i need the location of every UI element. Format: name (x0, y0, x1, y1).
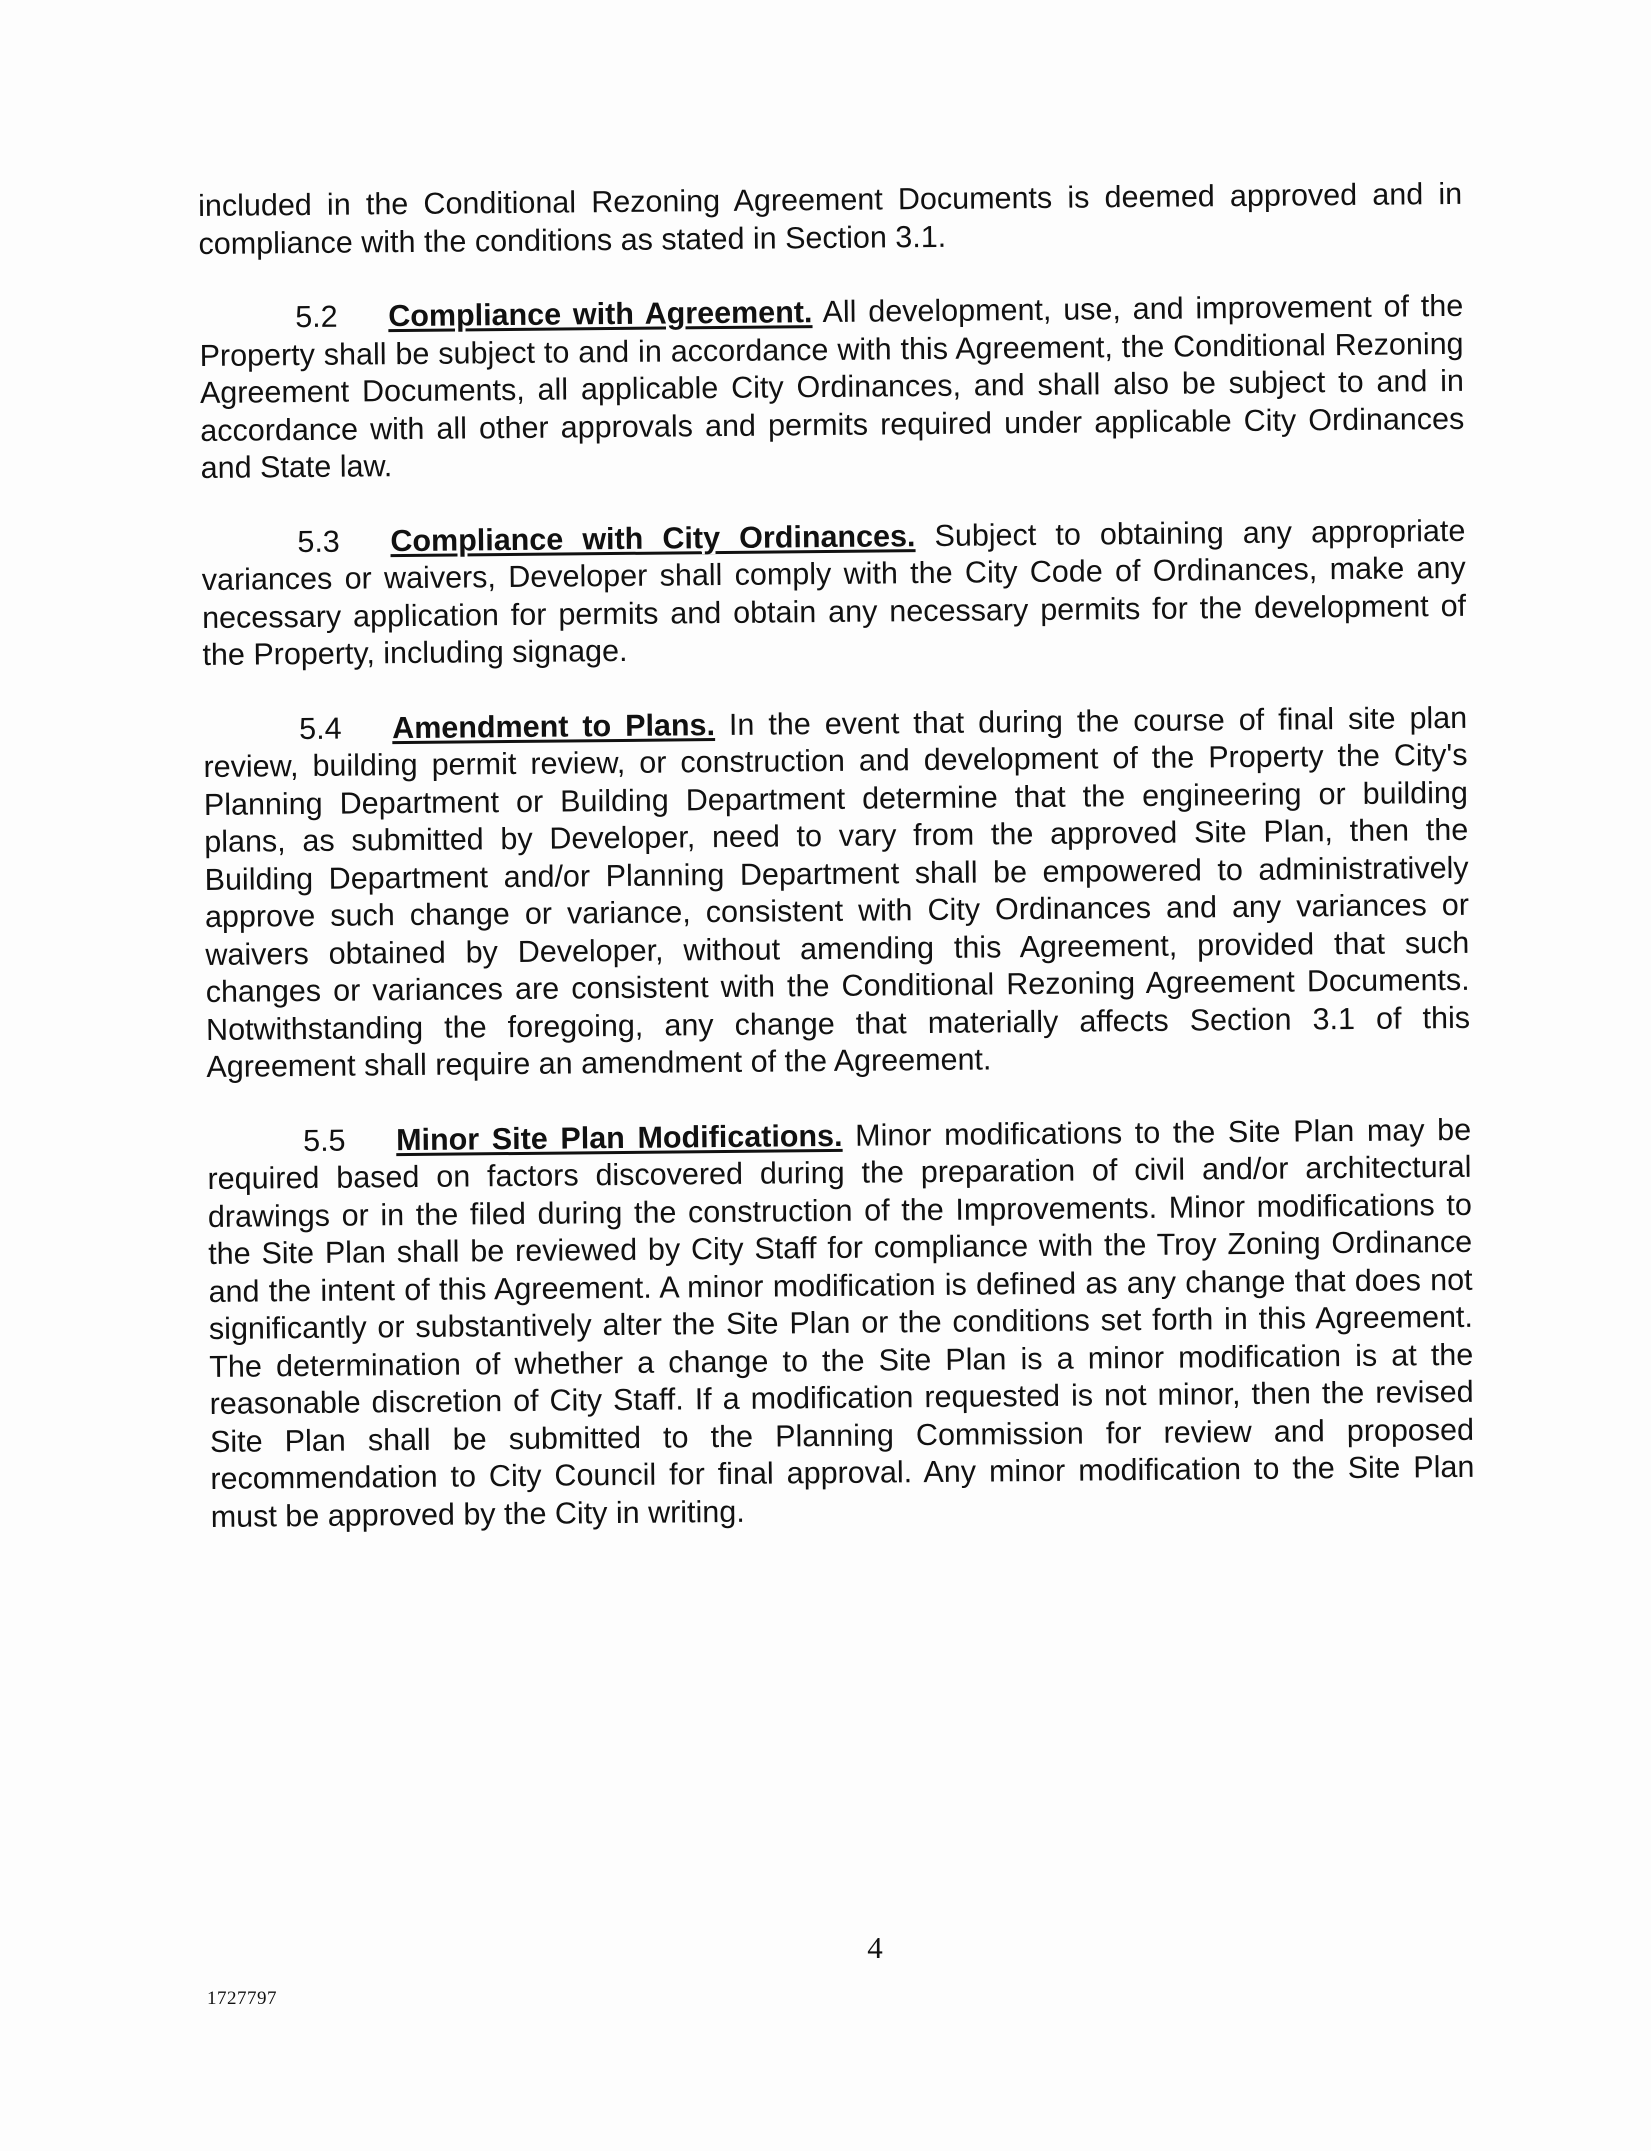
document-id: 1727797 (207, 1988, 277, 2009)
section-number: 5.4 (299, 711, 342, 746)
intro-paragraph: included in the Conditional Rezoning Agreement Documents is deemed approved and in compliance with the conditions as stated in Section 3.1. (198, 176, 1463, 261)
section-text: Minor modifications to the Site Plan may be required based on factors discovered during the preparation of civil and/or architectural drawings or in the filed during the construction of the Improvements. Minor modifications to the Site Plan shall be reviewed by City Staff for compliance with the Troy Zoning Ordinance and the intent of this Agreement. A minor modification is defined as any change that does not significantly or substantively alter the Site Plan or the conditions set forth in this Agreement. The determination of whether a change to the Site Plan is a minor modification is at the reasonable discretion of City Staff. If a modification requested is not minor, then the revised Site Plan shall be submitted to the Planning Commission for review and proposed recommendation to City Council for final approval. Any minor modification to the Site Plan must be approved by the City in writing. (207, 1112, 1475, 1534)
section-text: In the event that during the course of final site plan review, building permit review, or construction and development of the Property the City's Planning Department or Building Department determine that the engineering or building plans, as submitted by Developer, need to vary from the approved Site Plan, then the Building Department and/or Planning Department shall be empowered to administratively approve such change or variance, consistent with City Ordinances and any variances or waivers obtained by Developer, without amending this Agreement, provided that such changes or variances are consistent with the Conditional Rezoning Agreement Documents. Notwithstanding the foregoing, any change that materially affects Section 3.1 of this Agreement shall require an amendment of the Agreement. (203, 700, 1471, 1084)
section-title: Minor Site Plan Modifications. (395, 1118, 843, 1157)
section-text: All development, use, and improvement of the Property shall be subject to and in accordance with this Agreement, the Conditional Rezoning Agreement Documents, all applicable City Ordinances, and shall also be subject to and in accordance with all other approvals and permits required under applicable City Ordinances and State law. (199, 288, 1465, 485)
section-number: 5.3 (297, 524, 340, 559)
section-text: Subject to obtaining any appropriate variances or waivers, Developer shall comply with the City Code of Ordinances, make any necessary application for permits and obtain any necessary permits for the development of the Property, including signage. (201, 513, 1467, 672)
section-title: Compliance with City Ordinances. (390, 518, 916, 558)
section-5-3 (201, 512, 1466, 674)
section-number: 5.2 (295, 299, 338, 335)
section-title: Compliance with Agreement. (388, 295, 813, 334)
page-number: 4 (867, 1930, 883, 1965)
section-number: 5.5 (302, 1123, 346, 1158)
section-title: Amendment to Plans. (392, 707, 716, 745)
section-5-5 (207, 1111, 1475, 1536)
document-body (198, 176, 1475, 1573)
section-5-2 (199, 288, 1465, 488)
section-5-4 (203, 699, 1471, 1086)
